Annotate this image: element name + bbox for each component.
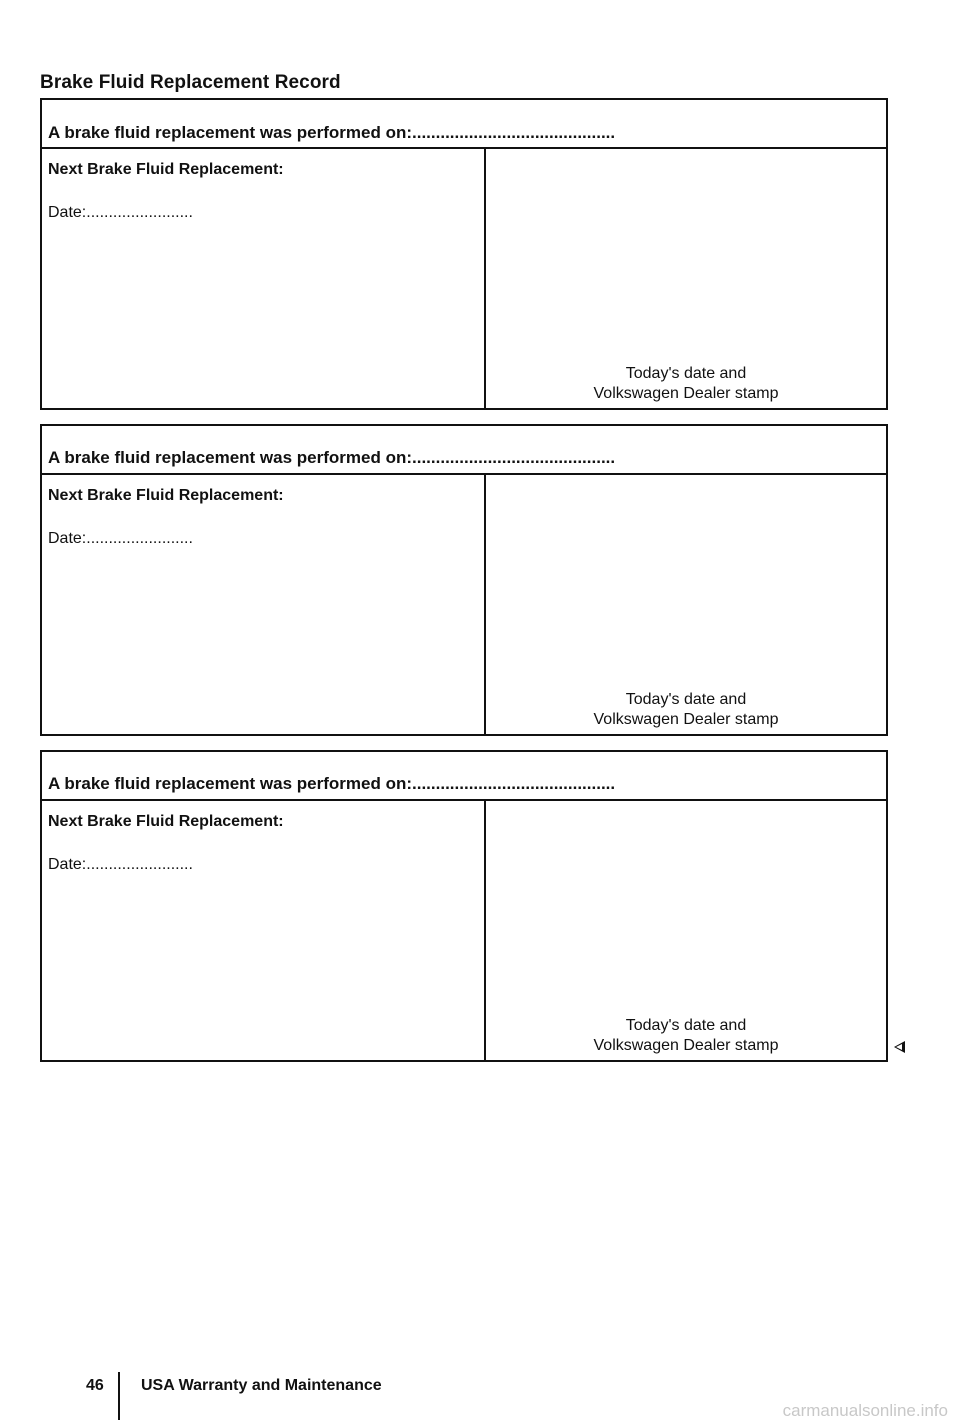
dealer-stamp-cell (486, 475, 886, 734)
dealer-stamp-caption (486, 1016, 886, 1056)
performed-on-row (42, 426, 886, 475)
performed-on-label: A brake fluid replacement was performed on:........................................... (48, 123, 616, 142)
performed-on-label: A brake fluid replacement was performed on:........................................... (48, 448, 616, 467)
stamp-caption-line-1: Today's date and (625, 691, 747, 708)
date-field: Date:........................ (48, 204, 193, 221)
dealer-stamp-caption (486, 364, 886, 404)
stamp-caption-line-2: Volkswagen Dealer stamp (593, 1037, 779, 1054)
footer-divider (118, 1372, 120, 1420)
performed-on-label: A brake fluid replacement was performed on:........................................... (48, 774, 616, 793)
left-triangle-outline-icon (894, 1041, 905, 1053)
stamp-caption-line-1: Today's date and (625, 365, 747, 382)
record-body (42, 801, 886, 1060)
stamp-caption-line-2: Volkswagen Dealer stamp (593, 385, 779, 402)
performed-on-row (42, 752, 886, 801)
next-replacement-label: Next Brake Fluid Replacement: (48, 813, 284, 830)
next-replacement-cell (42, 475, 486, 734)
performed-on-row (42, 100, 886, 149)
date-field: Date:........................ (48, 530, 193, 547)
stamp-caption-line-2: Volkswagen Dealer stamp (593, 711, 779, 728)
brake-fluid-record-2 (40, 424, 888, 736)
dealer-stamp-cell (486, 801, 886, 1060)
record-body (42, 475, 886, 734)
next-replacement-label: Next Brake Fluid Replacement: (48, 487, 284, 504)
page-number: 46 (86, 1377, 104, 1394)
page-title: Brake Fluid Replacement Record (40, 72, 341, 93)
stamp-caption-line-1: Today's date and (625, 1017, 747, 1034)
dealer-stamp-caption (486, 690, 886, 730)
brake-fluid-record-1 (40, 98, 888, 410)
watermark: carmanualsonline.info (782, 1401, 948, 1420)
record-body (42, 149, 886, 408)
dealer-stamp-cell (486, 149, 886, 408)
next-replacement-label: Next Brake Fluid Replacement: (48, 161, 284, 178)
next-replacement-cell (42, 149, 486, 408)
footer-section-title: USA Warranty and Maintenance (141, 1377, 382, 1394)
date-field: Date:........................ (48, 856, 193, 873)
next-replacement-cell (42, 801, 486, 1060)
brake-fluid-record-3 (40, 750, 888, 1062)
